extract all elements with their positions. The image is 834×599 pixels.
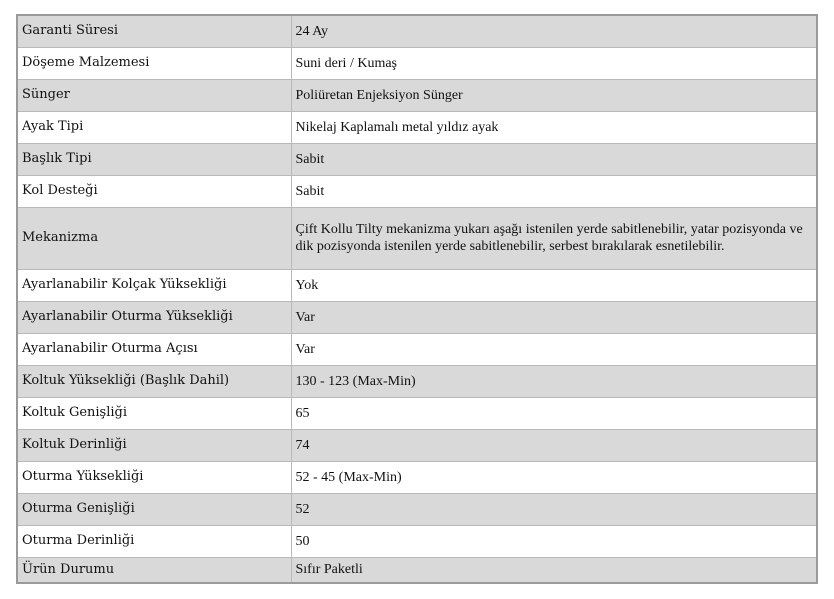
spec-value: 74 (291, 429, 817, 461)
spec-value: Nikelaj Kaplamalı metal yıldız ayak (291, 111, 817, 143)
spec-value: Sabit (291, 175, 817, 207)
spec-row-warranty (17, 15, 817, 47)
spec-row-seat-width (17, 493, 817, 525)
spec-label: Oturma Derinliği (17, 525, 291, 557)
spec-row-seat-height (17, 461, 817, 493)
spec-label: Ayarlanabilir Kolçak Yüksekliği (17, 269, 291, 301)
spec-label: Döşeme Malzemesi (17, 47, 291, 79)
spec-row-mechanism (17, 207, 817, 269)
spec-label: Ayarlanabilir Oturma Açısı (17, 333, 291, 365)
spec-label: Mekanizma (17, 207, 291, 269)
spec-value: Suni deri / Kumaş (291, 47, 817, 79)
spec-value: 65 (291, 397, 817, 429)
spec-label: Garanti Süresi (17, 15, 291, 47)
spec-value: 130 - 123 (Max-Min) (291, 365, 817, 397)
spec-label: Başlık Tipi (17, 143, 291, 175)
spec-row-adjustable-seat-angle (17, 333, 817, 365)
spec-value: Yok (291, 269, 817, 301)
product-specs-table (16, 14, 818, 584)
spec-row-foam (17, 79, 817, 111)
spec-row-armrest (17, 175, 817, 207)
spec-value: 52 - 45 (Max-Min) (291, 461, 817, 493)
spec-label: Kol Desteği (17, 175, 291, 207)
spec-row-upholstery (17, 47, 817, 79)
spec-value: 52 (291, 493, 817, 525)
spec-label: Koltuk Genişliği (17, 397, 291, 429)
spec-label: Ayarlanabilir Oturma Yüksekliği (17, 301, 291, 333)
spec-row-seat-depth (17, 525, 817, 557)
spec-label: Oturma Genişliği (17, 493, 291, 525)
spec-value: Poliüretan Enjeksiyon Sünger (291, 79, 817, 111)
spec-value: 24 Ay (291, 15, 817, 47)
spec-value: Var (291, 333, 817, 365)
spec-label: Oturma Yüksekliği (17, 461, 291, 493)
spec-value: Var (291, 301, 817, 333)
spec-label: Ürün Durumu (17, 557, 291, 583)
spec-value: Sabit (291, 143, 817, 175)
spec-row-chair-width (17, 397, 817, 429)
spec-label: Ayak Tipi (17, 111, 291, 143)
spec-row-base-type (17, 111, 817, 143)
spec-row-chair-depth (17, 429, 817, 461)
spec-value: Sıfır Paketli (291, 557, 817, 583)
spec-value: 50 (291, 525, 817, 557)
spec-row-headrest-type (17, 143, 817, 175)
spec-row-product-condition (17, 557, 817, 583)
spec-value: Çift Kollu Tilty mekanizma yukarı aşağı istenilen yerde sabitlenebilir, yatar pozisyonda ve dik pozisyonda istenilen yerde sabitlenebilir, serbest bırakılarak esnetilebilir. (291, 207, 817, 269)
spec-label: Koltuk Yüksekliği (Başlık Dahil) (17, 365, 291, 397)
spec-row-adjustable-seat-height (17, 301, 817, 333)
spec-row-adjustable-armrest-height (17, 269, 817, 301)
spec-label: Sünger (17, 79, 291, 111)
spec-label: Koltuk Derinliği (17, 429, 291, 461)
spec-row-chair-height (17, 365, 817, 397)
